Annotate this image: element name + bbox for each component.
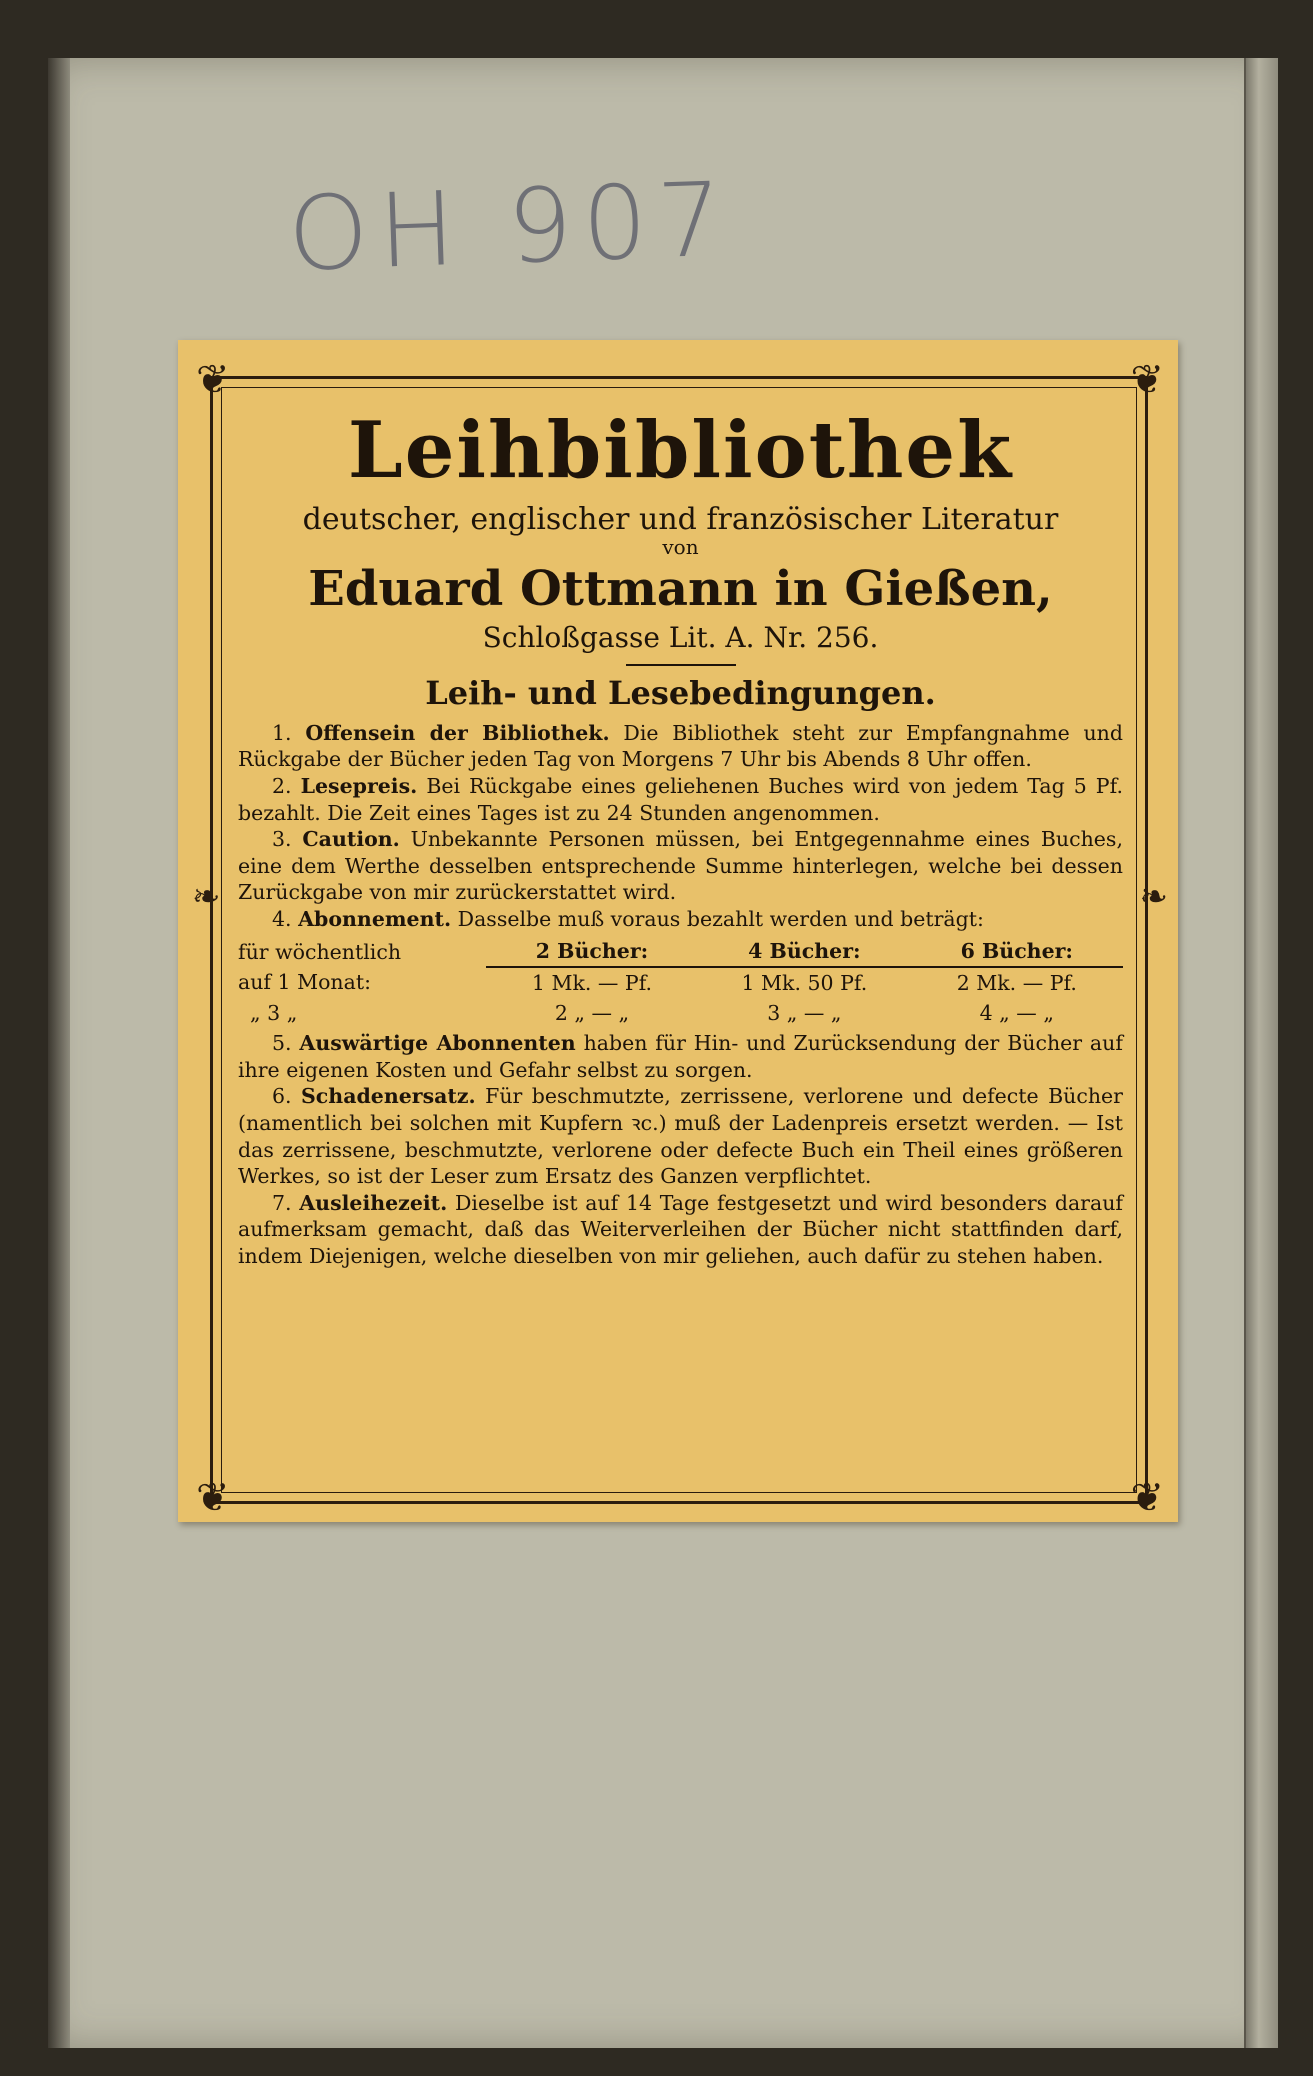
fee-table-header xyxy=(238,937,1123,968)
handwritten-shelfmark: OH 907 xyxy=(286,160,735,295)
rule-item: 4. Abonnement. Dasselbe muß voraus bezahlt werden und beträgt: xyxy=(272,907,984,932)
library-label xyxy=(178,340,1178,1522)
label-subtitle: deutscher, englischer und französischer Literatur xyxy=(302,501,1059,537)
fee-cell: 2 Mk. — Pf. xyxy=(956,970,1077,995)
conditions-heading: Leih- und Lesebedingungen. xyxy=(425,673,936,712)
fee-row-label: für wöchentlich xyxy=(238,939,402,964)
rules-list xyxy=(238,720,1123,1270)
book-spine-edge xyxy=(1244,58,1278,2048)
rule-item: 5. Auswärtige Abonnenten haben für Hin- und Zurücksendung der Bücher auf ihre eigenen Kosten und Gefahr selbst zu sorgen. xyxy=(238,1031,1123,1082)
label-content xyxy=(238,405,1123,1270)
fee-header-cell: 6 Bücher: xyxy=(911,937,1123,968)
fee-period: „ 3 „ xyxy=(250,1000,298,1025)
table-row xyxy=(238,967,1123,998)
ornament-right-side-icon: ❧ xyxy=(1139,877,1168,917)
fee-cell: 1 Mk. — Pf. xyxy=(531,970,653,995)
divider-rule xyxy=(626,664,736,666)
fee-cell: 3 „ — „ xyxy=(767,1000,842,1025)
fee-period: auf 1 Monat: xyxy=(238,970,371,995)
fee-header-cell: 4 Bücher: xyxy=(698,937,910,968)
fee-cell: 2 „ — „ xyxy=(554,1000,630,1025)
fee-cell: 4 „ — „ xyxy=(979,1000,1054,1025)
book-cover-board xyxy=(48,58,1278,2048)
ornament-top-left-icon: ❦ xyxy=(196,357,230,403)
label-von: von xyxy=(662,534,699,559)
fee-table xyxy=(238,937,1123,1029)
cover-left-edge xyxy=(48,58,70,2048)
rule-item: 7. Ausleihezeit. Dieselbe ist auf 14 Tage festgesetzt und wird besonders darauf aufmerksam gemacht, daß das Weiterverleihen der Bücher nicht stattfinden darf, indem Diejenigen, welche dieselben von mir geliehen, auch dafür zu stehen haben. xyxy=(238,1190,1123,1268)
label-address: Schloßgasse Lit. A. Nr. 256. xyxy=(482,620,879,654)
ornament-bottom-right-icon: ❦ xyxy=(1130,1475,1164,1521)
rule-item: 1. Offensein der Bibliothek. Die Bibliothek steht zur Empfangnahme und Rückgabe der Bücher jeden Tag von Morgens 7 Uhr bis Abends 8 Uhr offen. xyxy=(238,720,1123,772)
fee-cell: 1 Mk. 50 Pf. xyxy=(741,970,868,995)
rule-item: 6. Schadenersatz. Für beschmutzte, zerrissene, verlorene und defecte Bücher (namentlich bei solchen mit Kupfern ꝛc.) muß der Ladenpreis ersetzt werden. — Ist das zerrissene, beschmutzte, verlorene oder defecte Buch ein Theil eines größeren Werkes, so ist der Leser zum Ersatz des Ganzen verpflichtet. xyxy=(238,1084,1123,1189)
ornament-top-right-icon: ❦ xyxy=(1130,357,1164,403)
rule-item: 2. Lesepreis. Bei Rückgabe eines geliehenen Buches wird von jedem Tag 5 Pf. bezahlt. Die Zeit eines Tages ist zu 24 Stunden angenommen. xyxy=(238,774,1123,825)
table-row xyxy=(238,998,1123,1028)
ornament-left-side-icon: ❧ xyxy=(192,877,221,917)
ornament-bottom-left-icon: ❦ xyxy=(196,1475,230,1521)
label-owner: Eduard Ottmann in Gießen, xyxy=(308,560,1053,617)
label-title: Leihbibliothek xyxy=(347,405,1014,496)
fee-header-cell: 2 Bücher: xyxy=(486,937,698,968)
rule-item: 3. Caution. Unbekannte Personen müssen, bei Entgegennahme eines Buches, eine dem Werthe desselben entsprechende Summe hinterlegen, welche bei dessen Zurückgabe von mir zurückerstattet wird. xyxy=(238,827,1123,905)
